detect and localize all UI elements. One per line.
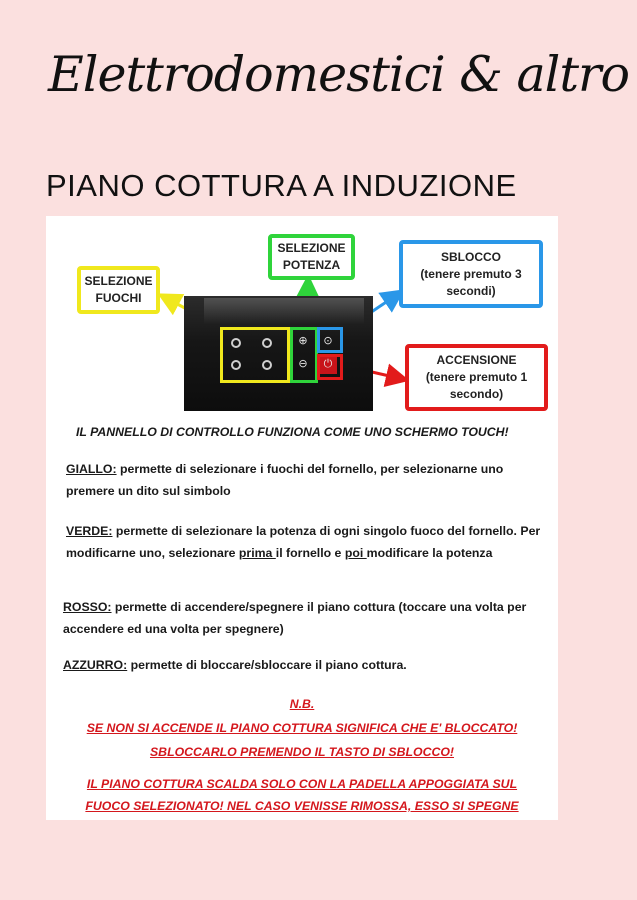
- azzurro-paragraph: [63, 654, 543, 676]
- verde-prima: prima: [238, 546, 276, 560]
- giallo-text: permette di selezionare i fuochi del fornello, per selezionarne uno premere un dito sul simbolo: [66, 462, 504, 498]
- label-accensione: [405, 344, 548, 411]
- nb-heading: N.B.: [289, 697, 315, 711]
- label-sblocco: [399, 240, 543, 308]
- burner-1-icon: [231, 338, 241, 348]
- section-title: PIANO COTTURA A INDUZIONE: [46, 168, 517, 203]
- verde-text-3: modificare la potenza: [366, 546, 493, 560]
- giallo-key: GIALLO:: [66, 462, 117, 476]
- panel-headline: IL PANNELLO DI CONTROLLO FUNZIONA COME UNO SCHERMO TOUCH!: [76, 425, 509, 439]
- cooktop-control-photo: [184, 296, 373, 411]
- azzurro-key: AZZURRO:: [63, 658, 128, 672]
- verde-paragraph: [66, 520, 546, 564]
- label-selezione-fuochi: SELEZIONE FUOCHI: [77, 266, 160, 314]
- label-accensione-note: (tenere premuto 1 secondo): [425, 370, 528, 401]
- burner-3-icon: [231, 360, 241, 370]
- nb-line-3: IL PIANO COTTURA SCALDA SOLO CON LA PADELLA APPOGGIATA SUL: [86, 777, 518, 791]
- label-sblocco-note: (tenere premuto 3 secondi): [420, 266, 522, 298]
- plus-icon: ⊕: [298, 334, 308, 347]
- lock-icon: ⊙: [323, 334, 333, 347]
- verde-text-1: permette di selezionare la potenza di ogni singolo fuoco del fornello. Per modificarne uno, selezionare: [66, 524, 541, 560]
- burner-4-icon: [262, 360, 272, 370]
- nb-line-1: SE NON SI ACCENDE IL PIANO COTTURA SIGNIFICA CHE E' BLOCCATO!: [86, 721, 518, 735]
- giallo-paragraph: [66, 458, 546, 502]
- power-icon: ⏻: [323, 357, 333, 370]
- rosso-text: permette di accendere/spegnere il piano cottura (toccare una volta per accendere ed una volta per spegnere): [63, 600, 527, 636]
- verde-key: VERDE:: [66, 524, 113, 538]
- label-accensione-title: ACCENSIONE: [436, 353, 517, 367]
- verde-text-2: il fornello e: [275, 546, 345, 560]
- page-title: Elettrodomestici & altro: [48, 46, 629, 103]
- minus-icon: ⊖: [298, 357, 308, 370]
- rosso-key: ROSSO:: [63, 600, 112, 614]
- label-sblocco-title: SBLOCCO: [441, 249, 501, 264]
- burner-2-icon: [262, 338, 272, 348]
- azzurro-text: permette di bloccare/sbloccare il piano cottura.: [127, 658, 407, 672]
- instruction-panel: [46, 216, 558, 820]
- label-selezione-potenza: SELEZIONE POTENZA: [268, 234, 355, 280]
- nb-line-2: SBLOCCARLO PREMENDO IL TASTO DI SBLOCCO!: [149, 745, 454, 759]
- verde-poi: poi: [344, 546, 367, 560]
- rosso-paragraph: [63, 596, 553, 640]
- nb-line-4: FUOCO SELEZIONATO! NEL CASO VENISSE RIMOSSA, ESSO SI SPEGNE: [85, 799, 519, 813]
- burner-selection-zone: [220, 327, 290, 383]
